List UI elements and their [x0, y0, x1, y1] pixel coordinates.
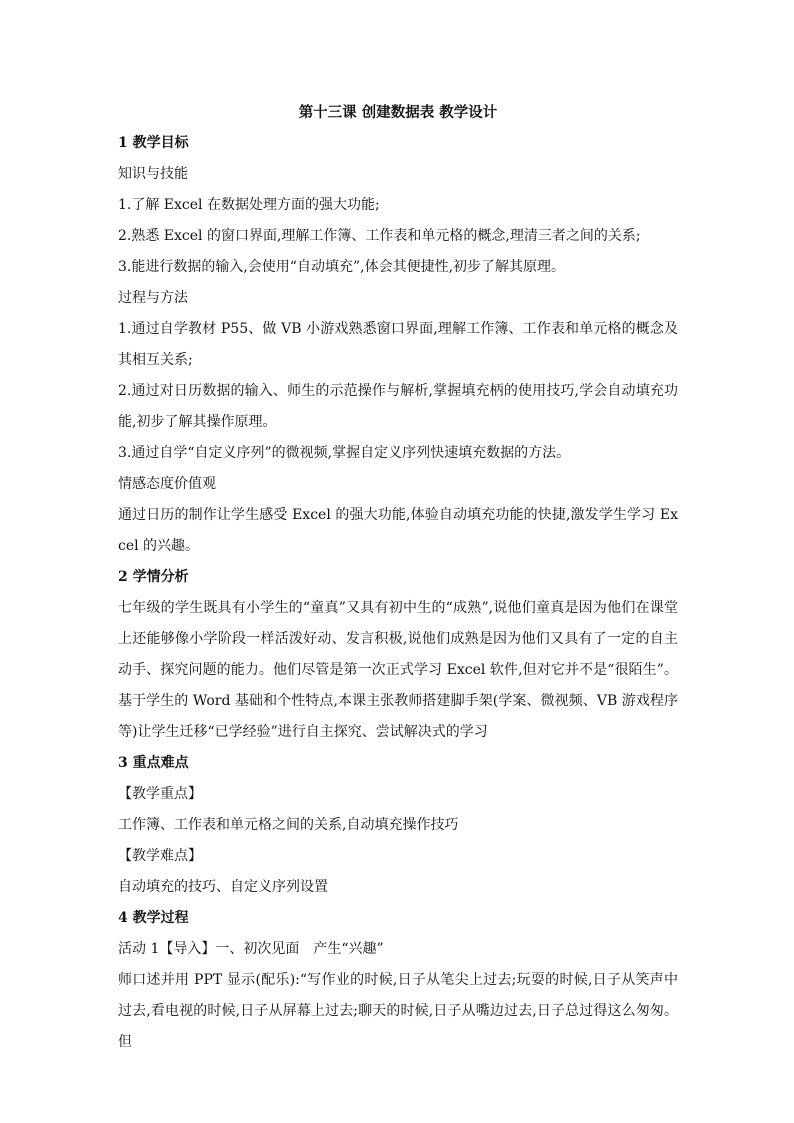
section-heading-key-points: 3 重点难点: [118, 755, 189, 771]
difficult-points-text: 自动填充的技巧、自定义序列设置: [118, 879, 328, 895]
key-points-text: 工作簿、工作表和单元格之间的关系,自动填充操作技巧: [118, 817, 459, 833]
section-heading-objectives: 1 教学目标: [118, 135, 189, 151]
list-item: 通过日历的制作让学生感受 Excel 的强大功能,体验自动填充功能的快捷,激发学生学习 Excel 的兴趣。: [118, 507, 678, 554]
document-page: [118, 100, 678, 1058]
list-item: 1.通过自学教材 P55、做 VB 小游戏熟悉窗口界面,理解工作簿、工作表和单元格的概念及其相互关系;: [118, 321, 678, 368]
subheading-knowledge-skills: 知识与技能: [118, 166, 188, 182]
list-item: 2.熟悉 Excel 的窗口界面,理解工作簿、工作表和单元格的概念,理清三者之间的关系;: [118, 228, 641, 244]
list-item: 1.了解 Excel 在数据处理方面的强大功能;: [118, 197, 380, 213]
key-points-label: 【教学重点】: [118, 786, 202, 802]
learner-analysis-paragraph: 七年级的学生既具有小学生的“童真”又具有初中生的“成熟”,说他们童真是因为他们在课堂上还能够像小学阶段一样活泼好动、发言积极,说他们成熟是因为他们又具有了一定的自主动手、探究问题的能力。他们尽管是第一次正式学习 Excel 软件,但对它并不是“很陌生”。基于学生的 Word 基础和个性特点,本课主张教师搭建脚手架(学案、微视频、VB 游戏程序等)让学生迁移“已学经验”进行自主探究、尝试解决式的学习: [118, 600, 678, 740]
subheading-attitude-values: 情感态度价值观: [118, 476, 216, 492]
activity-paragraph: 师口述并用 PPT 显示(配乐):“写作业的时候,日子从笔尖上过去;玩耍的时候,日子从笑声中过去,看电视的时候,日子从屏幕上过去;聊天的时候,日子从嘴边过去,日子总过得这么匆匆。但: [118, 972, 678, 1050]
list-item: 3.通过自学“自定义序列”的微视频,掌握自定义序列快速填充数据的方法。: [118, 445, 571, 461]
list-item: 3.能进行数据的输入,会使用“自动填充”,体会其便捷性,初步了解其原理。: [118, 259, 566, 275]
section-heading-learner-analysis: 2 学情分析: [118, 569, 189, 585]
activity-title: 活动 1【导入】一、初次见面 产生“兴趣”: [118, 941, 384, 957]
difficult-points-label: 【教学难点】: [118, 848, 202, 864]
list-item: 2.通过对日历数据的输入、师生的示范操作与解析,掌握填充柄的使用技巧,学会自动填充功能,初步了解其操作原理。: [118, 383, 678, 430]
page-title: 第十三课 创建数据表 教学设计: [298, 104, 498, 121]
section-heading-teaching-process: 4 教学过程: [118, 910, 189, 926]
subheading-process-methods: 过程与方法: [118, 290, 188, 306]
